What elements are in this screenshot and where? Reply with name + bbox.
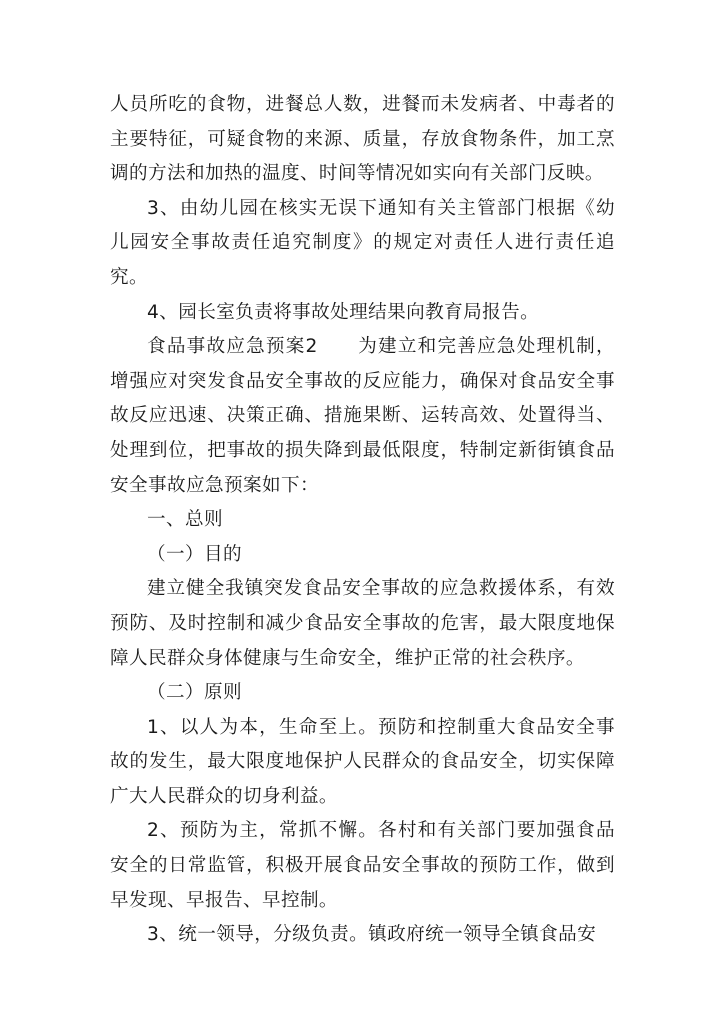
paragraph-principle-2: 2、预防为主，常抓不懈。各村和有关部门要加强食品安全的日常监管，积极开展食品安全事故的预防工作，做到早发现、早报告、早控制。 xyxy=(110,820,615,911)
section-heading-general: 一、总则 xyxy=(147,509,223,531)
paragraph-principle-1: 1、以人为本，生命至上。预防和控制重大食品安全事故的发生，最大限度地保护人民群众的食品安全，切实保障广大人民群众的切身利益。 xyxy=(110,716,615,807)
subheading-purpose: （一）目的 xyxy=(147,543,242,565)
subheading-principles: （二）原则 xyxy=(147,682,242,704)
paragraph-plan-intro: 食品事故应急预案2 为建立和完善应急处理机制，增强应对突发食品安全事故的反应能力，确保对食品安全事故反应迅速、决策正确、措施果断、运转高效、处置得当、处理到位，把事故的损失降到最低限度，特制定新街镇食品安全事故应急预案如下： xyxy=(110,336,615,496)
paragraph-principle-3: 3、统一领导，分级负责。镇政府统一领导全镇食品安 xyxy=(147,924,597,946)
paragraph-item-4: 4、园长室负责将事故处理结果向教育局报告。 xyxy=(147,301,540,323)
paragraph-continuation: 人员所吃的食物，进餐总人数，进餐而未发病者、中毒者的主要特征，可疑食物的来源、质量，存放食物条件，加工烹调的方法和加热的温度、时间等情况如实向有关部门反映。 xyxy=(110,94,615,185)
paragraph-item-3: 3、由幼儿园在核实无误下通知有关主管部门根据《幼儿园安全事故责任追究制度》的规定对责任人进行责任追究。 xyxy=(110,197,615,288)
paragraph-purpose: 建立健全我镇突发食品安全事故的应急救援体系，有效预防、及时控制和减少食品安全事故的危害，最大限度地保障人民群众身体健康与生命安全，维护正常的社会秩序。 xyxy=(110,578,615,669)
document-body xyxy=(110,88,615,953)
